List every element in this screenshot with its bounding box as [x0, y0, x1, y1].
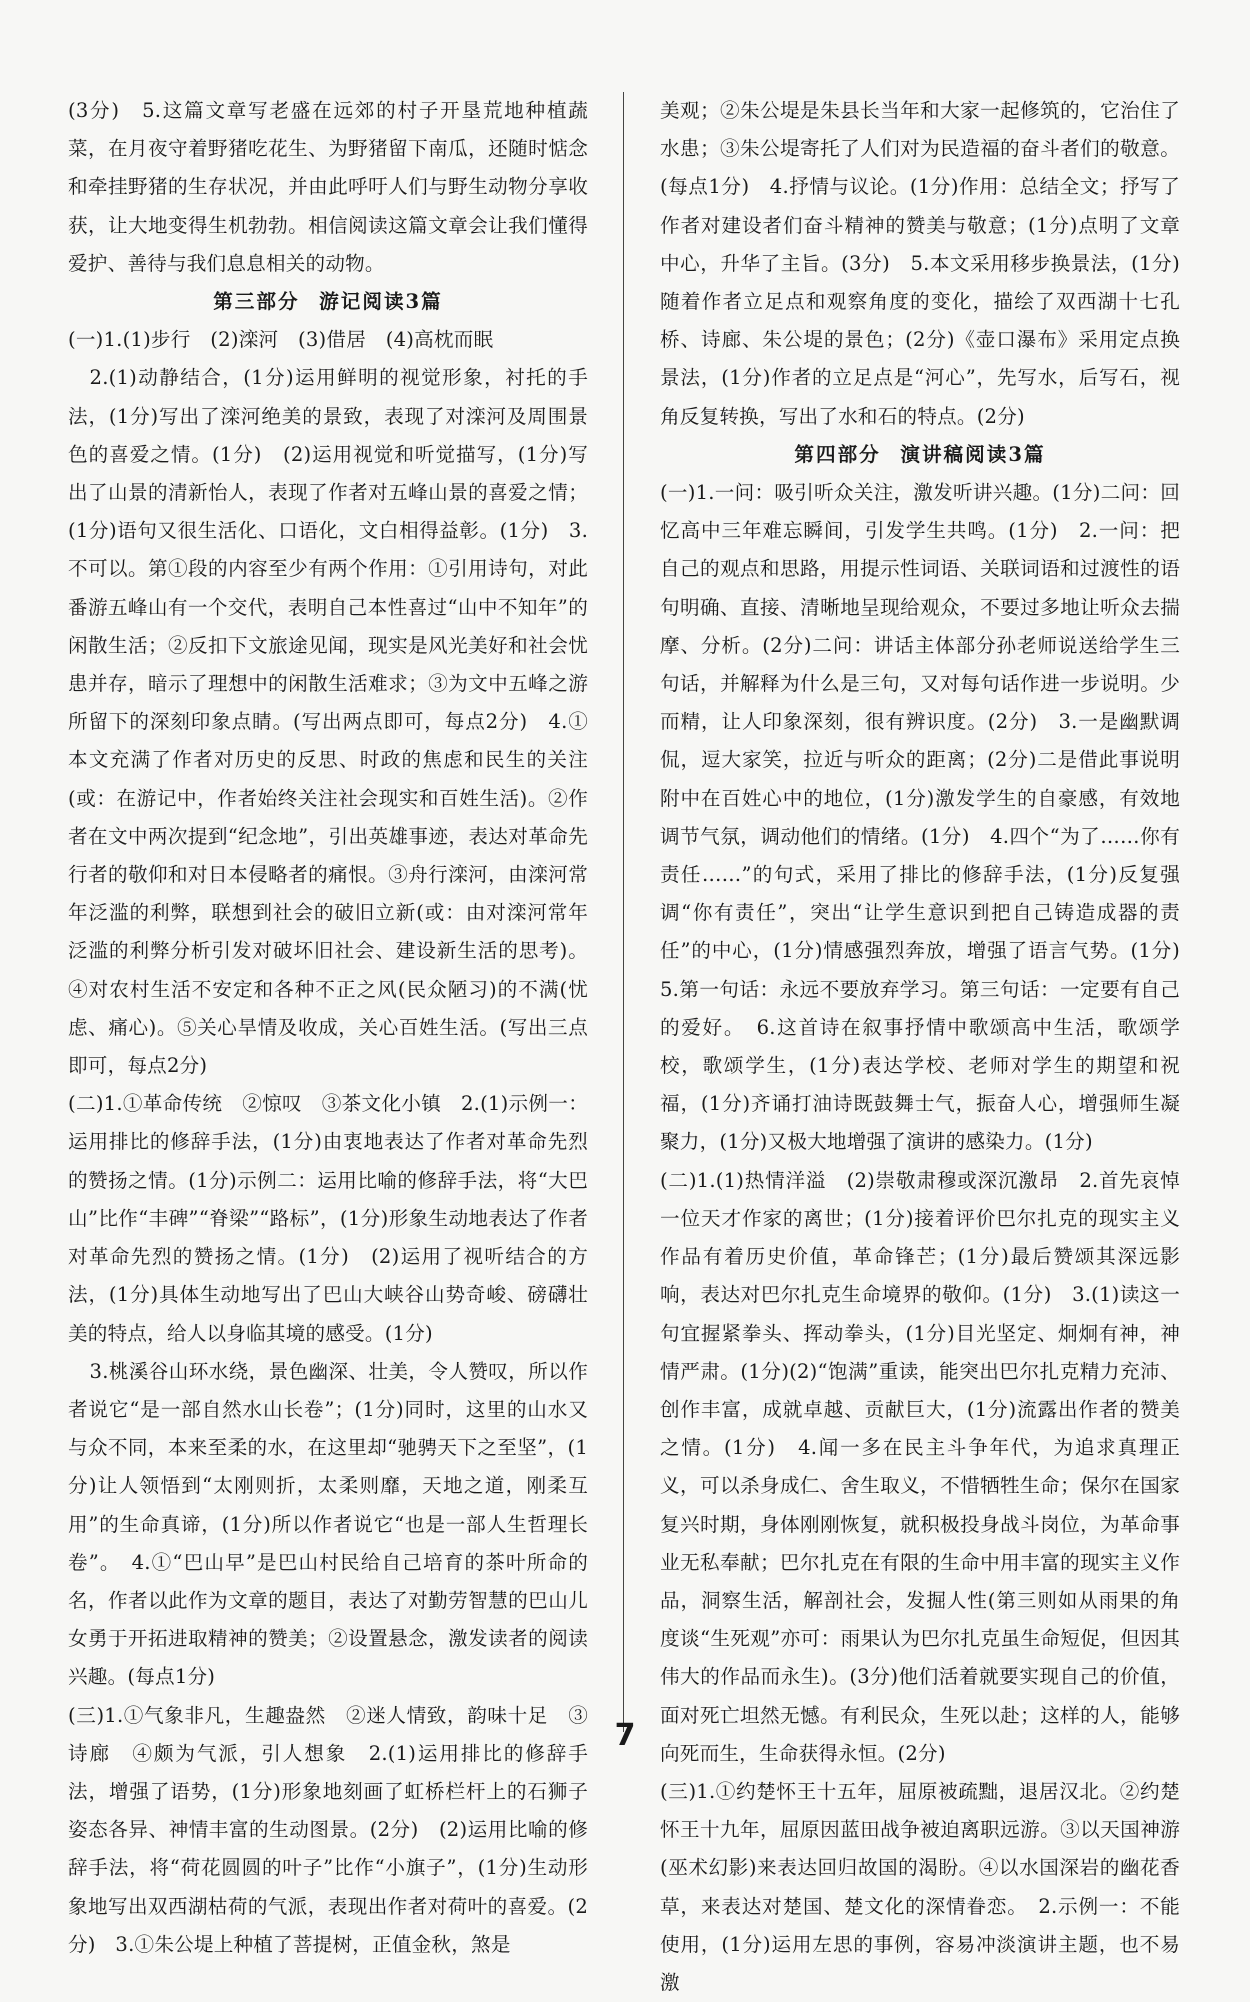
- column-divider: [623, 92, 624, 1732]
- page-number: 7: [614, 1718, 636, 1753]
- answer-paragraph: (二)1.①革命传统 ②惊叹 ③茶文化小镇 2.(1)示例一：运用排比的修辞手法，(1分)由衷地表达了作者对革命先烈的赞扬之情。(1分)示例二：运用比喻的修辞手法，将“大巴山”比作“丰碑”“脊梁”“路标”，(1分)形象生动地表达了作者对革命先烈的赞扬之情。(1分) (2)运用了视听结合的方法，(1分)具体生动地写出了巴山大峡谷山势奇峻、磅礴壮美的特点，给人以身临其境的感受。(1分): [68, 1092, 588, 1345]
- section-part-label: 第四部分: [794, 442, 881, 466]
- section-title: [68, 283, 588, 321]
- section-title: [660, 436, 1180, 474]
- answer-paragraph: 2.(1)动静结合，(1分)运用鲜明的视觉形象，衬托的手法，(1分)写出了滦河绝美的景致，表现了对滦河及周围景色的喜爱之情。(1分) (2)运用视觉和听觉描写，(1分)写出了山景的清新怡人，表现了作者对五峰山景的喜爱之情；(1分)语句又很生活化、口语化，文白相得益彰。(1分) 3.不可以。第①段的内容至少有两个作用：①引用诗句，对此番游五峰山有一个交代，表明自己本性喜过“山中不知年”的闲散生活；②反扣下文旅途见闻，现实是风光美好和社会忧患并存，暗示了理想中的闲散生活难求；③为文中五峰之游所留下的深刻印象点睛。(写出两点即可，每点2分) 4.①本文充满了作者对历史的反思、时政的焦虑和民生的关注(或：在游记中，作者始终关注社会现实和百姓生活)。②作者在文中两次提到“纪念地”，引出英雄事迹，表达对革命先行者的敬仰和对日本侵略者的痛恨。③舟行滦河，由滦河常年泛滥的利弊，联想到社会的破旧立新(或：由对滦河常年泛滥的利弊分析引发对破坏旧社会、建设新生活的思考)。④对农村生活不安定和各种不正之风(民众陋习)的不满(忧虑、痛心)。⑤关心旱情及收成，关心百姓生活。(写出三点即可，每点2分): [68, 366, 588, 1078]
- answer-paragraph: 3.桃溪谷山环水绕，景色幽深、壮美，令人赞叹，所以作者说它“是一部自然水山长卷”；(1分)同时，这里的山水又与众不同，本来至柔的水，在这里却“驰骋天下之至坚”，(1分)让人领悟到“太刚则折，太柔则靡，天地之道，刚柔互用”的生命真谛，(1分)所以作者说它“也是一部人生哲理长卷”。 4.①“巴山早”是巴山村民给自己培育的茶叶所命的名，作者以此作为文章的题目，表达了对勤劳智慧的巴山儿女勇于开拓进取精神的赞美；②设置悬念，激发读者的阅读兴趣。(每点1分): [68, 1359, 588, 1689]
- section-part-label: 第三部分: [213, 290, 300, 314]
- answer-paragraph: (三)1.①约楚怀王十五年，屈原被疏黜，退居汉北。②约楚怀王十九年，屈原因蓝田战争被迫离职远游。③以天国神游(巫术幻影)来表达回归故国的渴盼。④以水国深岩的幽花香草，来表达对楚国、楚文化的深情眷恋。 2.示例一：不能使用，(1分)运用左思的事例，容易冲淡演讲主题，也不易激: [660, 1779, 1180, 1994]
- answer-paragraph: (二)1.(1)热情洋溢 (2)崇敬肃穆或深沉激昂 2.首先哀悼一位天才作家的离世；(1分)接着评价巴尔扎克的现实主义作品有着历史价值，革命锋芒；(1分)最后赞颂其深远影响，表达对巴尔扎克生命境界的敬仰。(1分) 3.(1)读这一句宜握紧拳头、挥动拳头，(1分)目光坚定、炯炯有神，神情严肃。(1分)(2)“饱满”重读，能突出巴尔扎克精力充沛、创作丰富，成就卓越、贡献巨大，(1分)流露出作者的赞美之情。(1分) 4.闻一多在民主斗争年代，为追求真理正义，可以杀身成仁、舍生取义，不惜牺牲生命；保尔在国家复兴时期，身体刚刚恢复，就积极投身战斗岗位，为革命事业无私奉献；巴尔扎克在有限的生命中用丰富的现实主义作品，洞察生活，解剖社会，发掘人性(第三则如从雨果的角度谈“生死观”亦可：雨果认为巴尔扎克虽生命短促，但因其伟大的作品而永生)。(3分)他们活着就要实现自己的价值，面对死亡坦然无憾。有利民众，生死以赴；这样的人，能够向死而生，生命获得永恒。(2分): [660, 1168, 1180, 1765]
- answer-paragraph: (一)1.一问：吸引听众关注，激发听讲兴趣。(1分)二问：回忆高中三年难忘瞬间，引发学生共鸣。(1分) 2.一问：把自己的观点和思路，用提示性词语、关联词语和过渡性的语句明确、直接、清晰地呈现给观众，不要过多地让听众去揣摩、分析。(2分)二问：讲话主体部分孙老师说送给学生三句话，并解释为什么是三句，又对每句话作进一步说明。少而精，让人印象深刻，很有辨识度。(2分) 3.一是幽默调侃，逗大家笑，拉近与听众的距离；(2分)二是借此事说明附中在百姓心中的地位，(1分)激发学生的自豪感，有效地调节气氛，调动他们的情绪。(1分) 4.四个“为了……你有责任……”的句式，采用了排比的修辞手法，(1分)反复强调“你有责任”，突出“让学生意识到把自己铸造成器的责任”的中心，(1分)情感强烈奔放，增强了语言气势。(1分) 5.第一句话：永远不要放弃学习。第三句话：一定要有自己的爱好。 6.这首诗在叙事抒情中歌颂高中生活，歌颂学校，歌颂学生，(1分)表达学校、老师对学生的期望和祝福，(1分)齐诵打油诗既鼓舞士气，振奋人心，增强师生凝聚力，(1分)又极大地增强了演讲的感染力。(1分): [660, 481, 1200, 1154]
- answer-paragraph: (一)1.(1)步行 (2)滦河 (3)借居 (4)高枕而眠: [68, 328, 494, 352]
- section-name: 演讲稿阅读3篇: [900, 442, 1046, 466]
- left-column: [68, 92, 588, 1964]
- right-column: [660, 92, 1200, 2002]
- answer-paragraph: (三)1.①气象非凡，生趣盎然 ②迷人情致，韵味十足 ③诗廊 ④颇为气派，引人想象 2.(1)运用排比的修辞手法，增强了语势，(1分)形象地刻画了虹桥栏杆上的石狮子姿态各异、神情丰富的生动图景。(2分) (2)运用比喻的修辞手法，将“荷花圆圆的叶子”比作“小旗子”，(1分)生动形象地写出双西湖枯荷的气派，表现出作者对荷叶的喜爱。(2分) 3.①朱公堤上种植了菩提树，正值金秋，煞是: [68, 1703, 588, 1956]
- answer-paragraph: 美观；②朱公堤是朱县长当年和大家一起修筑的，它治住了水患；③朱公堤寄托了人们对为民造福的奋斗者们的敬意。(每点1分) 4.抒情与议论。(1分)作用：总结全文；抒写了作者对建设者们奋斗精神的赞美与敬意；(1分)点明了文章中心，升华了主旨。(3分) 5.本文采用移步换景法，(1分)随着作者立足点和观察角度的变化，描绘了双西湖十七孔桥、诗廊、朱公堤的景色；(2分)《壶口瀑布》采用定点换景法，(1分)作者的立足点是“河心”，先写水，后写石，视角反复转换，写出了水和石的特点。(2分): [660, 99, 1180, 428]
- answer-paragraph: (3分) 5.这篇文章写老盛在远郊的村子开垦荒地种植蔬菜，在月夜守着野猪吃花生、为野猪留下南瓜，还随时惦念和牵挂野猪的生存状况，并由此呼吁人们与野生动物分享收获，让大地变得生机勃勃。相信阅读这篇文章会让我们懂得爱护、善待与我们息息相关的动物。: [68, 99, 588, 275]
- section-name: 游记阅读3篇: [319, 290, 443, 314]
